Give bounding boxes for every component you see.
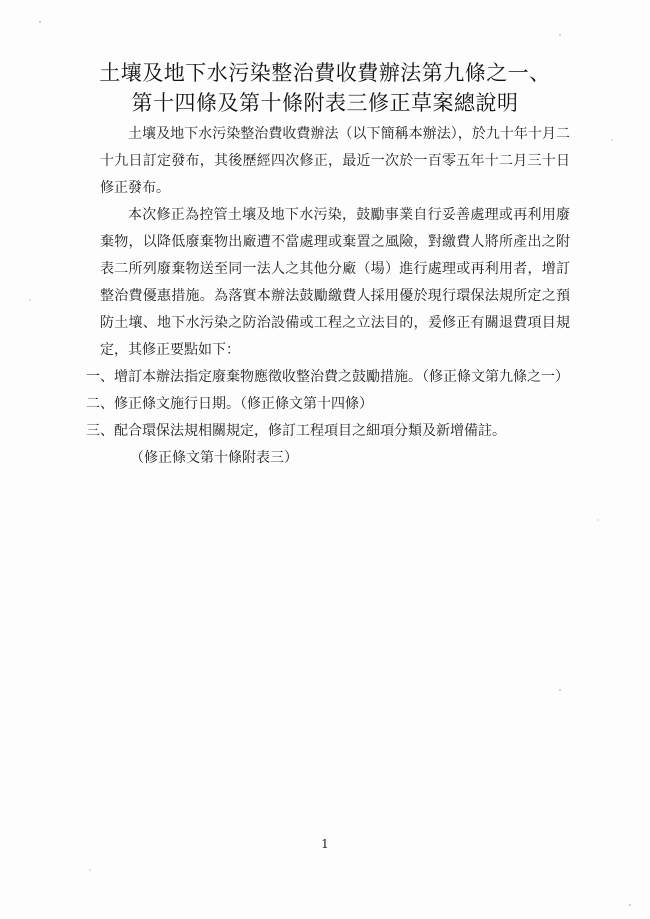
document-body <box>86 121 570 472</box>
list-item-text: 配合環保法規相關規定，修訂工程項目之細項分類及新增備註。 <box>114 423 506 439</box>
list-item-text: 增訂本辦法指定廢棄物應徵收整治費之鼓勵措施。（修正條文第九條之一） <box>114 369 569 385</box>
list-item <box>72 391 570 418</box>
amendment-points-list <box>86 364 570 472</box>
list-marker: 二、 <box>86 396 114 412</box>
page-number: 1 <box>321 837 329 851</box>
list-marker: 一、 <box>86 369 114 385</box>
list-marker: 三、 <box>86 423 114 439</box>
paragraph-1: 土壤及地下水污染整治費收費辦法（以下簡稱本辦法），於九十年十月二十九日訂定發布，其後歷經四次修正，最近一次於一百零五年十二月三十日修正發布。 <box>100 126 570 196</box>
paragraph-2: 本次修正為控管土壤及地下水污染，鼓勵事業自行妥善處理或再利用廢棄物，以降低廢棄物出廠遭不當處理或棄置之風險，對繳費人將所產出之附表二所列廢棄物送至同一法人之其他分廠（場）進行處理或再利用者，增訂整治費優惠措施。為落實本辦法鼓勵繳費人採用優於現行環保法規所定之預防土壤、地下水污染之防治設備或工程之立法目的，爰修正有關退費項目規定，其修正要點如下： <box>100 207 570 358</box>
document-title-line-1: 土壤及地下水污染整治費收費辦法第九條之一、 <box>99 61 551 85</box>
document-title-line-2: 第十四條及第十條附表三修正草案總說明 <box>131 91 519 115</box>
list-item-text: 修正條文施行日期。（修正條文第十四條） <box>114 396 373 412</box>
list-item <box>72 364 570 391</box>
list-item <box>72 418 570 472</box>
list-item-reference: （修正條文第十條附表三） <box>130 450 298 466</box>
